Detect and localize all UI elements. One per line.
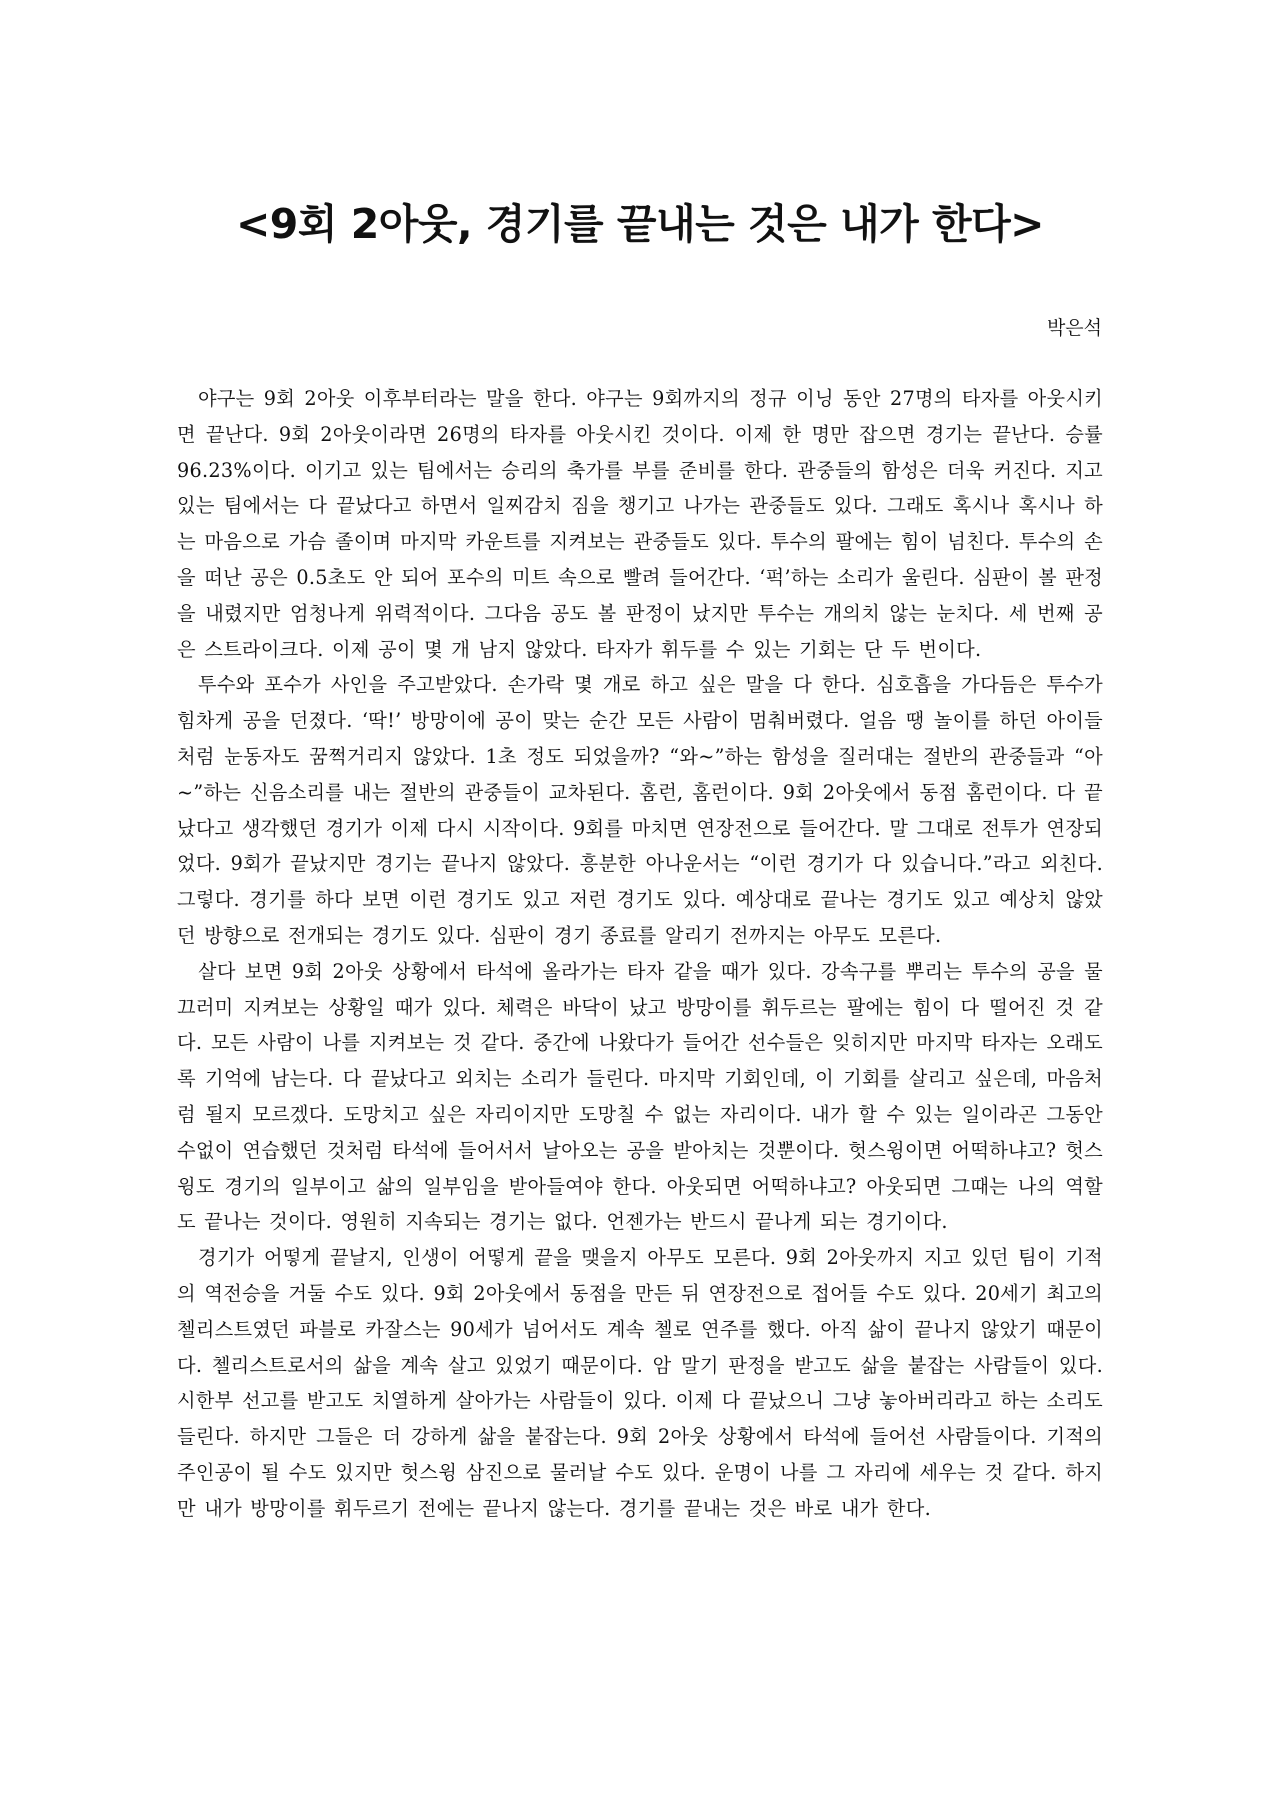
paragraph: 투수와 포수가 사인을 주고받았다. 손가락 몇 개로 하고 싶은 말을 다 한다. 심호흡을 가다듬은 투수가 힘차게 공을 던졌다. ‘딱!’ 방망이에 공이 맞는 순간 모든 사람이 멈춰버렸다. 얼음 땡 놀이를 하던 아이들처럼 눈동자도 꿈쩍거리지 않았다. 1초 정도 되었을까? “와~”하는 함성을 질러대는 절반의 관중들과 “아~”하는 신음소리를 내는 절반의 관중들이 교차된다. 홈런, 홈런이다. 9회 2아웃에서 동점 홈런이다. 다 끝났다고 생각했던 경기가 이제 다시 시작이다. 9회를 마치면 연장전으로 들어간다. 말 그대로 전투가 연장되었다. 9회가 끝났지만 경기는 끝나지 않았다. 흥분한 아나운서는 “이런 경기가 다 있습니다.”라고 외친다. 그렇다. 경기를 하다 보면 이런 경기도 있고 저런 경기도 있다. 예상대로 끝나는 경기도 있고 예상치 않았던 방향으로 전개되는 경기도 있다. 심판이 경기 종료를 알리기 전까지는 아무도 모른다. bbox=[177, 673, 1103, 947]
document-title: <9회 2아웃, 경기를 끝내는 것은 내가 한다> bbox=[235, 200, 1045, 248]
paragraph: 경기가 어떻게 끝날지, 인생이 어떻게 끝을 맺을지 아무도 모른다. 9회 2아웃까지 지고 있던 팀이 기적의 역전승을 거둘 수도 있다. 9회 2아웃에서 동점을 만든 뒤 연장전으로 접어들 수도 있다. 20세기 최고의 첼리스트였던 파블로 카잘스는 90세가 넘어서도 계속 첼로 연주를 했다. 아직 삶이 끝나지 않았기 때문이다. 첼리스트로서의 삶을 계속 살고 있었기 때문이다. 암 말기 판정을 받고도 삶을 붙잡는 사람들이 있다. 시한부 선고를 받고도 치열하게 살아가는 사람들이 있다. 이제 다 끝났으니 그냥 놓아버리라고 하는 소리도 들린다. 하지만 그들은 더 강하게 삶을 붙잡는다. 9회 2아웃 상황에서 타석에 들어선 사람들이다. 기적의 주인공이 될 수도 있지만 헛스윙 삼진으로 물러날 수도 있다. 운명이 나를 그 자리에 세우는 것 같다. 하지만 내가 방망이를 휘두르기 전에는 끝나지 않는다. 경기를 끝내는 것은 바로 내가 한다. bbox=[177, 1246, 1103, 1520]
author-name: 박은석 bbox=[1046, 317, 1102, 339]
paragraph: 야구는 9회 2아웃 이후부터라는 말을 한다. 야구는 9회까지의 정규 이닝 동안 27명의 타자를 아웃시키면 끝난다. 9회 2아웃이라면 26명의 타자를 아웃시킨 것이다. 이제 한 명만 잡으면 경기는 끝난다. 승률 96.23%이다. 이기고 있는 팀에서는 승리의 축가를 부를 준비를 한다. 관중들의 함성은 더욱 커진다. 지고 있는 팀에서는 다 끝났다고 하면서 일찌감치 짐을 챙기고 나가는 관중들도 있다. 그래도 혹시나 혹시나 하는 마음으로 가슴 졸이며 마지막 카운트를 지켜보는 관중들도 있다. 투수의 팔에는 힘이 넘친다. 투수의 손을 떠난 공은 0.5초도 안 되어 포수의 미트 속으로 빨려 들어간다. ‘퍽’하는 소리가 울린다. 심판이 볼 판정을 내렸지만 엄청나게 위력적이다. 그다음 공도 볼 판정이 났지만 투수는 개의치 않는 눈치다. 세 번째 공은 스트라이크다. 이제 공이 몇 개 남지 않았다. 타자가 휘두를 수 있는 기회는 단 두 번이다. bbox=[177, 387, 1103, 661]
document-body bbox=[177, 381, 1103, 1527]
paragraph: 살다 보면 9회 2아웃 상황에서 타석에 올라가는 타자 같을 때가 있다. 강속구를 뿌리는 투수의 공을 물끄러미 지켜보는 상황일 때가 있다. 체력은 바닥이 났고 방망이를 휘두르는 팔에는 힘이 다 떨어진 것 같다. 모든 사람이 나를 지켜보는 것 같다. 중간에 나왔다가 들어간 선수들은 잊히지만 마지막 타자는 오래도록 기억에 남는다. 다 끝났다고 외치는 소리가 들린다. 마지막 기회인데, 이 기회를 살리고 싶은데, 마음처럼 될지 모르겠다. 도망치고 싶은 자리이지만 도망칠 수 없는 자리이다. 내가 할 수 있는 일이라곤 그동안 수없이 연습했던 것처럼 타석에 들어서서 날아오는 공을 받아치는 것뿐이다. 헛스윙이면 어떡하냐고? 헛스윙도 경기의 일부이고 삶의 일부임을 받아들여야 한다. 아웃되면 어떡하냐고? 아웃되면 그때는 나의 역할도 끝나는 것이다. 영원히 지속되는 경기는 없다. 언젠가는 반드시 끝나게 되는 경기이다. bbox=[177, 959, 1103, 1234]
